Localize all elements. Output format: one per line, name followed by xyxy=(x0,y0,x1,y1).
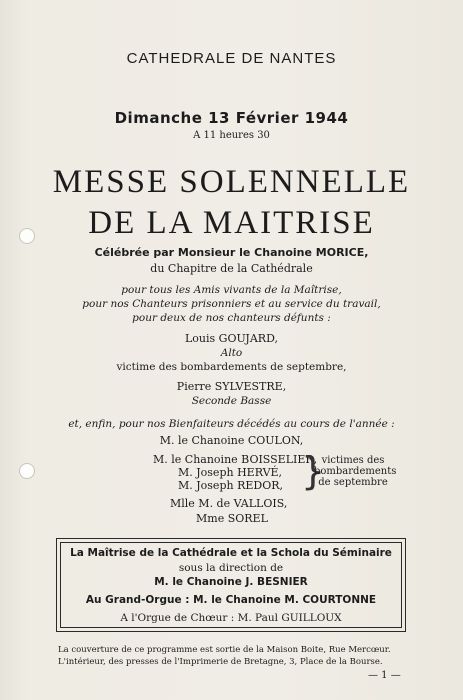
benefactors-intro: et, enfin, pour nos Bienfaiteurs décédés au cours de l'année : xyxy=(68,418,395,430)
title-line-1: MESSE SOLENNELLE xyxy=(52,164,411,200)
deceased-sylvestre: Pierre SYLVESTRE, xyxy=(176,380,287,393)
music-credits-box xyxy=(56,538,406,632)
bombing-victims-note: victimes des bombardements de septembre xyxy=(314,455,397,488)
service-time: A 11 heures 30 xyxy=(193,130,270,141)
intention-line-1: pour tous les Amis vivants de la Maîtrise, xyxy=(121,284,342,296)
choir-organ-line: A l'Orgue de Chœur : M. Paul GUILLOUX xyxy=(120,612,342,624)
intention-line-2: pour nos Chanteurs prisonniers et au service du travail, xyxy=(82,298,381,310)
victim-note: victime des bombardements de septembre, xyxy=(116,361,347,373)
footer-printer-note: L'intérieur, des presses de l'Imprimerie de Bretagne, 3, Place de la Bourse. xyxy=(58,657,383,667)
direction-line: sous la direction de xyxy=(178,562,284,574)
benefactor-sorel: Mme SOREL xyxy=(196,512,268,525)
cathedral-name: CATHEDRALE DE NANTES xyxy=(126,50,337,67)
punch-hole xyxy=(19,463,35,479)
footer-cover-note: La couverture de ce programme est sortie de la Maison Boite, Rue Mercœur. xyxy=(58,645,391,655)
benefactor-herve: M. Joseph HERVÉ, xyxy=(178,466,283,479)
benefactor-boisselier: M. le Chanoine BOISSELIER, xyxy=(153,453,318,466)
deceased-goujard: Louis GOUJARD, xyxy=(184,332,278,345)
benefactor-redor: M. Joseph REDOR, xyxy=(178,479,283,492)
brace-icon: } xyxy=(301,449,326,493)
voice-alto: Alto xyxy=(220,347,243,359)
intention-line-3: pour deux de nos chanteurs défunts : xyxy=(132,312,331,324)
chapitre-line: du Chapitre de la Cathédrale xyxy=(150,262,313,275)
title-line-2: DE LA MAITRISE xyxy=(88,205,375,241)
voice-basse: Seconde Basse xyxy=(191,395,272,407)
page-number: — 1 — xyxy=(368,670,401,681)
benefactor-coulon: M. le Chanoine COULON, xyxy=(159,434,304,447)
grand-organ-line: Au Grand-Orgue : M. le Chanoine M. COURTONNE xyxy=(85,594,377,606)
service-date: Dimanche 13 Février 1944 xyxy=(114,109,349,127)
director-name: M. le Chanoine J. BESNIER xyxy=(154,576,308,588)
benefactor-vallois: Mlle M. de VALLOIS, xyxy=(170,497,288,510)
celebrant-line: Célébrée par Monsieur le Chanoine MORICE, xyxy=(94,246,369,259)
choir-line: La Maîtrise de la Cathédrale et la Schola du Séminaire xyxy=(70,547,392,559)
